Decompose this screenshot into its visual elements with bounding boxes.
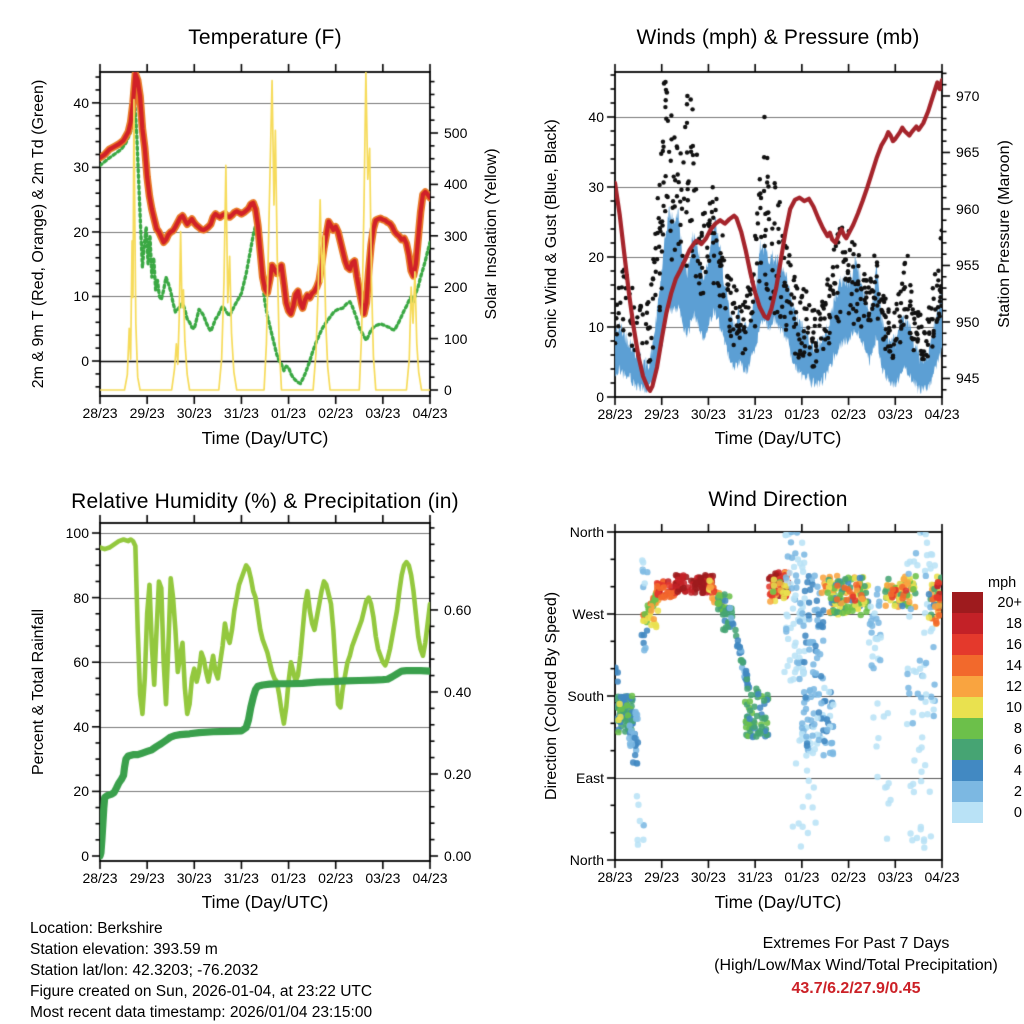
legend-swatch-6	[952, 739, 983, 760]
temp-ytick-right-2: 200	[444, 279, 468, 296]
extremes-subtitle: (High/Low/Max Wind/Total Precipitation)	[714, 956, 998, 974]
legend-label-14: 14	[1005, 657, 1022, 674]
temp-xtick-1: 29/23	[129, 405, 165, 421]
winds-ytick-right-1: 950	[956, 313, 980, 330]
temp-xtick-3: 31/23	[223, 405, 259, 421]
winds-xtick-1: 29/23	[644, 406, 680, 422]
rh-xtick-7: 04/23	[412, 870, 448, 886]
legend-label-0: 0	[1013, 804, 1022, 821]
rh-ytick-right-0: 0.00	[444, 847, 472, 864]
station-latlon: Station lat/lon: 42.3203; -76.2032	[30, 962, 259, 979]
extremes-block	[714, 933, 998, 1000]
legend-swatch-10	[952, 697, 983, 718]
winddir-chart-title: Wind Direction	[708, 488, 848, 511]
legend-swatch-18	[952, 613, 983, 634]
rh-xtick-1: 29/23	[129, 870, 165, 886]
winds-ytick-right-4: 965	[956, 144, 980, 161]
rh-ytick-left-0: 0	[81, 847, 89, 864]
legend-label-10: 10	[1005, 699, 1022, 716]
winds-ytick-left-4: 40	[588, 109, 604, 125]
temp-ytick-right-0: 0	[444, 382, 452, 398]
temp-ytick-left-0: 0	[81, 353, 89, 370]
temp-chart-title: Temperature (F)	[188, 26, 342, 49]
legend-swatch-12	[952, 676, 983, 697]
extremes-values: 43.7/6.2/27.9/0.45	[791, 980, 921, 997]
temp-ytick-right-3: 300	[444, 227, 468, 244]
legend-label-20+: 20+	[997, 594, 1022, 611]
station-elevation: Station elevation: 393.59 m	[30, 941, 218, 958]
winds-xtick-6: 03/23	[877, 406, 913, 422]
winddir-ytick-left-0: North	[569, 524, 604, 540]
legend-swatch-16	[952, 634, 983, 655]
winds-xtick-5: 02/23	[831, 406, 867, 422]
legend-title: mph	[988, 575, 1017, 591]
legend-swatch-4	[952, 760, 983, 781]
legend-swatch-14	[952, 655, 983, 676]
winddir-xtick-7: 04/23	[924, 869, 960, 885]
legend-label-4: 4	[1013, 762, 1022, 779]
winddir-xtick-0: 28/23	[597, 869, 633, 885]
winds-ytick-right-0: 945	[956, 370, 980, 387]
temp-xtick-2: 30/23	[176, 405, 212, 421]
extremes-title: Extremes For Past 7 Days	[762, 935, 950, 952]
recent-timestamp-line: Most recent data timestamp: 2026/01/04 23:15:00	[30, 1004, 373, 1021]
temp-left-axis-label: 2m & 9m T (Red, Orange) & 2m Td (Green)	[30, 79, 47, 389]
winddir-xtick-1: 29/23	[644, 869, 680, 885]
winds-xtick-3: 31/23	[737, 406, 773, 422]
winds-ytick-right-3: 960	[956, 200, 980, 217]
legend-label-18: 18	[1005, 615, 1022, 632]
rh-xtick-0: 28/23	[82, 870, 118, 886]
rh-ytick-left-1: 20	[73, 783, 89, 800]
winds-xtick-4: 01/23	[784, 406, 820, 422]
winddir-xaxis-label: Time (Day/UTC)	[714, 892, 842, 912]
temp-ytick-right-5: 500	[444, 125, 468, 141]
rh-xaxis-label: Time (Day/UTC)	[201, 892, 329, 912]
winddir-xtick-6: 03/23	[877, 869, 913, 885]
winds-ytick-left-0: 0	[596, 389, 604, 405]
temp-xtick-6: 03/23	[365, 405, 401, 421]
temp-xaxis-label: Time (Day/UTC)	[201, 428, 329, 448]
solar-right-axis-label: Solar Insolation (Yellow)	[483, 148, 500, 320]
winddir-xtick-3: 31/23	[737, 869, 773, 885]
rh-ytick-right-2: 0.40	[444, 683, 472, 700]
winds-xtick-7: 04/23	[924, 406, 960, 422]
temp-xtick-0: 28/23	[82, 405, 118, 421]
legend-swatch-2	[952, 781, 983, 802]
legend-swatch-20+	[952, 592, 983, 613]
winddir-ytick-left-1: West	[572, 606, 604, 622]
rh-xtick-4: 01/23	[271, 870, 307, 886]
legend-label-16: 16	[1005, 636, 1022, 653]
rh-left-axis-label: Percent & Total Rainfall	[30, 608, 47, 776]
legend-label-6: 6	[1013, 741, 1022, 758]
rh-ytick-left-4: 80	[73, 589, 89, 606]
legend-label-12: 12	[1005, 678, 1022, 695]
station-location: Location: Berkshire	[30, 920, 163, 937]
legend-swatch-8	[952, 718, 983, 739]
rh-ytick-left-3: 60	[73, 654, 89, 671]
rh-xtick-3: 31/23	[223, 870, 259, 886]
temp-ytick-left-4: 40	[73, 94, 89, 111]
legend-label-2: 2	[1013, 783, 1022, 800]
winddir-xtick-5: 02/23	[831, 869, 867, 885]
winddir-left-axis-label: Direction (Colored By Speed)	[543, 591, 560, 801]
winddir-ytick-left-4: North	[569, 852, 604, 868]
rh-ytick-right-3: 0.60	[444, 601, 472, 618]
rh-ytick-left-2: 40	[73, 718, 89, 735]
winds-ytick-left-1: 10	[588, 319, 604, 335]
winds-ytick-right-2: 955	[956, 257, 980, 274]
winds-xaxis-label: Time (Day/UTC)	[714, 428, 842, 448]
winddir-ytick-left-3: East	[575, 770, 604, 786]
temp-ytick-right-4: 400	[444, 176, 468, 193]
winddir-ytick-left-2: South	[567, 688, 604, 704]
winds-ytick-left-3: 30	[588, 179, 604, 195]
temp-ytick-left-2: 20	[73, 223, 89, 240]
winds-xtick-2: 30/23	[690, 406, 726, 422]
rh-chart-title: Relative Humidity (%) & Precipitation (in)	[71, 490, 459, 513]
rh-ytick-right-1: 0.20	[444, 765, 472, 782]
legend-label-8: 8	[1013, 720, 1022, 737]
temp-ytick-left-3: 30	[73, 159, 89, 176]
winddir-xtick-2: 30/23	[690, 869, 726, 885]
winddir-xtick-4: 01/23	[784, 869, 820, 885]
wind-left-axis-label: Sonic Wind & Gust (Blue, Black)	[543, 119, 560, 349]
station-info-block	[30, 918, 372, 1023]
temp-ytick-right-1: 100	[444, 330, 468, 347]
rh-xtick-6: 03/23	[365, 870, 401, 886]
winds-ytick-left-2: 20	[588, 249, 604, 265]
winds-chart-title: Winds (mph) & Pressure (mb)	[636, 26, 920, 49]
rh-xtick-5: 02/23	[318, 870, 354, 886]
pressure-right-axis-label: Station Pressure (Maroon)	[996, 140, 1013, 328]
figure-created-line: Figure created on Sun, 2026-01-04, at 23:22 UTC	[30, 983, 373, 1000]
temp-xtick-5: 02/23	[318, 405, 354, 421]
winds-xtick-0: 28/23	[597, 406, 633, 422]
rh-ytick-left-5: 100	[65, 525, 89, 541]
temp-ytick-left-1: 10	[73, 288, 89, 305]
rh-xtick-2: 30/23	[176, 870, 212, 886]
winds-ytick-right-5: 970	[956, 87, 980, 104]
temp-xtick-7: 04/23	[412, 405, 448, 421]
temp-xtick-4: 01/23	[271, 405, 307, 421]
legend-swatch-0	[952, 802, 983, 823]
